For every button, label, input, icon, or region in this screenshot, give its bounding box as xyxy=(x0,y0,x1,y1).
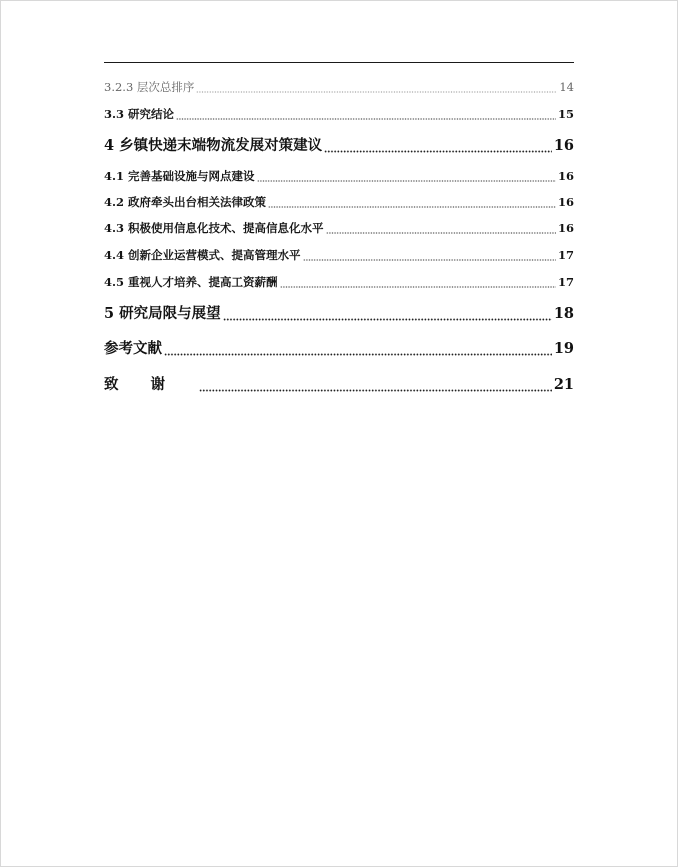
toc-entry-4-1[interactable] xyxy=(104,171,574,183)
toc-entry-page: 16 xyxy=(557,169,574,183)
toc-entry-3-2-3[interactable] xyxy=(104,82,574,94)
dot-leader xyxy=(176,118,556,120)
toc-entry-page: 16 xyxy=(553,137,574,154)
toc-entry-4-3[interactable] xyxy=(104,223,574,235)
toc-entry-page: 14 xyxy=(559,80,574,94)
toc-entry-label: 3.2.3 层次总排序 xyxy=(104,80,195,94)
toc-entry-label: 3.3 研究结论 xyxy=(104,107,175,121)
toc-entry-label: 参考文献 xyxy=(104,340,162,357)
dot-leader xyxy=(199,389,552,392)
toc-entry-label: 4.1 完善基础设施与网点建设 xyxy=(104,169,255,183)
toc-entry-label: 4.5 重视人才培养、提高工资薪酬 xyxy=(104,275,278,289)
dot-leader xyxy=(303,259,556,261)
toc-entry-label: 4.4 创新企业运营模式、提高管理水平 xyxy=(104,248,301,262)
toc-entry-references[interactable] xyxy=(104,342,574,357)
toc-entry-label: 致谢 xyxy=(104,376,197,393)
dot-leader xyxy=(164,353,552,356)
toc-entry-page: 18 xyxy=(553,305,574,322)
toc-entry-page: 21 xyxy=(553,376,574,393)
dot-leader xyxy=(326,232,556,234)
toc-entry-4-4[interactable] xyxy=(104,250,574,262)
dot-leader xyxy=(280,286,556,288)
toc-entry-label: 4.2 政府牵头出台相关法律政策 xyxy=(104,195,267,209)
dot-leader xyxy=(257,180,556,182)
toc-entry-page: 17 xyxy=(557,275,574,289)
header-rule xyxy=(104,62,574,63)
dot-leader xyxy=(324,150,552,153)
toc-entry-4[interactable] xyxy=(104,139,574,154)
toc-entry-page: 15 xyxy=(557,107,574,121)
toc-entry-page: 17 xyxy=(557,248,574,262)
dot-leader xyxy=(268,206,556,208)
dot-leader xyxy=(196,91,557,93)
toc-entry-5[interactable] xyxy=(104,307,574,322)
toc-entry-page: 16 xyxy=(557,195,574,209)
toc-entry-4-5[interactable] xyxy=(104,277,574,289)
toc-entry-label: 5 研究局限与展望 xyxy=(104,305,221,322)
toc-entry-label: 4 乡镇快递末端物流发展对策建议 xyxy=(104,137,323,154)
toc-entry-acknowledgements[interactable] xyxy=(104,378,574,393)
toc-entry-4-2[interactable] xyxy=(104,197,574,209)
dot-leader xyxy=(223,318,552,321)
toc-entry-page: 19 xyxy=(553,340,574,357)
toc-entry-3-3[interactable] xyxy=(104,109,574,121)
toc-entry-page: 16 xyxy=(557,221,574,235)
toc-entry-label: 4.3 积极使用信息化技术、提高信息化水平 xyxy=(104,221,324,235)
